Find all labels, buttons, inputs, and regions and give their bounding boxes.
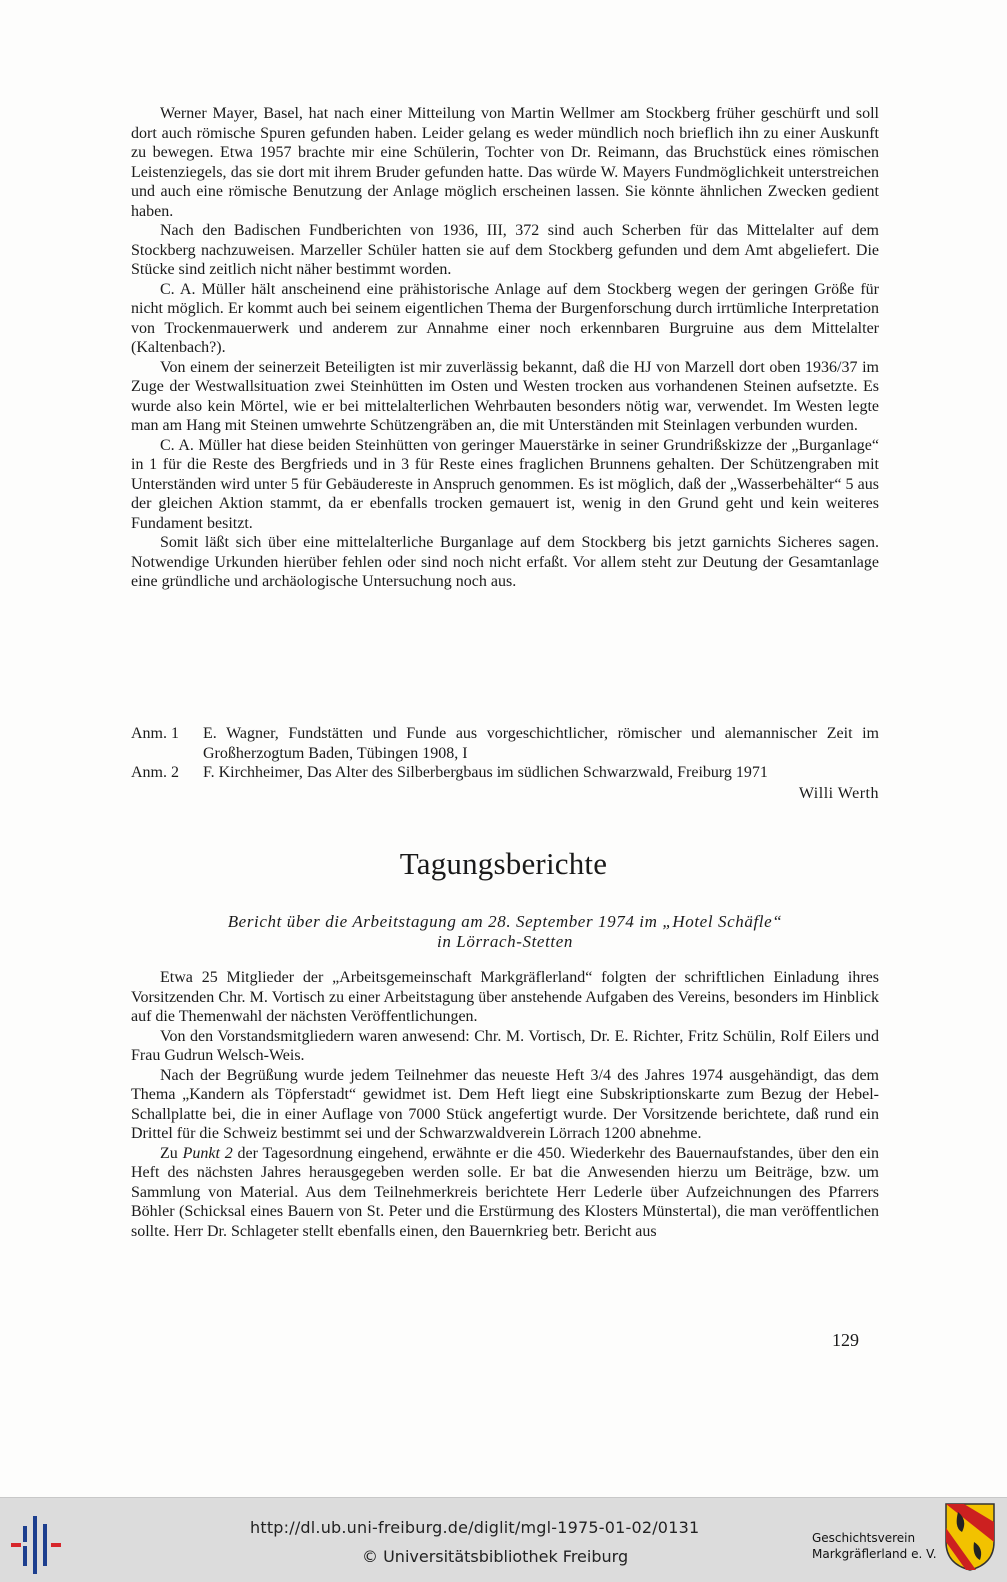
footnote xyxy=(131,724,879,763)
footnote-text: E. Wagner, Fundstätten und Funde aus vorgeschichtlicher, römischer und alemannischer Zeit im Großherzogtum Baden, Tübingen 1908, I xyxy=(203,725,879,762)
paragraph: Nach den Badischen Fundberichten von 1936, III, 372 sind auch Scherben für das Mittelalter auf dem Stockberg nachzuweisen. Marzeller Schüler hatten sie auf dem Stockberg gefunden und dem Amt abgeliefert. Die Stücke sind zeitlich nicht näher bestimmt worden. xyxy=(131,222,879,278)
permalink-url[interactable]: http://dl.ub.uni-freiburg.de/diglit/mgl-1975-01-02/0131 xyxy=(250,1518,700,1537)
coat-of-arms-icon xyxy=(944,1502,996,1572)
footnote-text: F. Kirchheimer, Das Alter des Silberbergbaus im südlichen Schwarzwald, Freiburg 1971 xyxy=(203,764,768,781)
paragraph xyxy=(131,1144,879,1242)
text-run: der Tagesordnung eingehend, erwähnte er die 450. Wiederkehr des Bauernaufstandes, über den ein Heft des nächsten Jahres herausgegeben werden solle. Er bat die Anwesenden hierzu um Beiträge, bzw. um Sammlung von Material. Aus dem Teilnehmerkreis berichtete Herr Lederle über Aufzeichnungen des Pfarrers Böhler (Schicksal eines Bauern von St. Peter und die Erstürmung des Klosters Münstertal), die man veröffentlichen sollte. Herr Dr. Schlageter stellt ebenfalls einen, den Bauernkrieg betr. Bericht aus xyxy=(131,1144,879,1240)
article-body xyxy=(131,104,879,592)
section-heading: Tagungsberichte xyxy=(399,846,608,881)
subtitle-line: in Lörrach-Stetten xyxy=(437,932,573,951)
page-number: 129 xyxy=(832,1330,859,1350)
library-logo-icon xyxy=(5,1516,65,1574)
publisher-name xyxy=(812,1530,937,1562)
paragraph: Werner Mayer, Basel, hat nach einer Mitteilung von Martin Wellmer am Stockberg früher geschürft und soll dort auch römische Spuren gefunden haben. Leider gelang es weder mündlich noch brieflich ihn zu einer Auskunft zu bewegen. Etwa 1957 brachte mir eine Schülerin, Tochter von Dr. Reimann, das Bruchstück eines römischen Leistenziegels, das sie dort mit ihrem Bruder gefunden hatte. Das würde W. Mayers Fundmöglichkeit unterstreichen und auch eine römische Benutzung der Anlage möglich erscheinen lassen. Sie könnte ähnlichen Zwecken gedient haben. xyxy=(131,105,879,220)
paragraph: Somit läßt sich über eine mittelalterliche Burganlage auf dem Stockberg bis jetzt garnichts Sicheres sagen. Notwendige Urkunden hierüber fehlen oder sind noch nicht erfaßt. Vor allem steht zur Deutung der Gesamtanlage eine gründliche und archäologische Untersuchung noch aus. xyxy=(131,534,879,590)
publisher-line: Geschichtsverein xyxy=(812,1531,916,1545)
text-run: Zu xyxy=(160,1144,183,1162)
footnotes xyxy=(131,724,879,803)
copyright-notice: © Universitätsbibliothek Freiburg xyxy=(362,1547,629,1566)
paragraph: C. A. Müller hält anscheinend eine prähistorische Anlage auf dem Stockberg wegen der geringen Größe für nicht möglich. Er kommt auch bei seinem eigentlichen Thema der Burgenforschung durch irrtümliche Interpretation von Trockenmauerwerk und anderem zur Annahme einer noch erkennbaren Burgruine aus dem Mittelalter (Kaltenbach?). xyxy=(131,280,879,356)
paragraph: Von einem der seinerzeit Beteiligten ist mir zuverlässig bekannt, daß die HJ von Marzell dort oben 1936/37 im Zuge der Westwallsituation zwei Steinhütten im Osten und Westen trocken aus vorhandenen Steinen aufsetzte. Es wurde also kein Mörtel, wie er bei mittelalterlichen Wehrbauten besonders nötig war, verwendet. Im Westen legte man am Hang mit Steinen umwehrte Schützengräben an, die mit Unterständen mit Steinlagen verbunden wurden. xyxy=(131,358,879,434)
author-signature: Willi Werth xyxy=(798,784,879,802)
italic-term: Punkt 2 xyxy=(182,1144,233,1162)
paragraph: C. A. Müller hat diese beiden Steinhütten von geringer Mauerstärke in seiner Grundrißskizze der „Burganlage“ in 1 für die Reste des Bergfrieds und in 3 für Reste eines fraglichen Brunnens gehalten. Der Schützengraben mit Unterständen wird unter 5 für Gebäudereste in Anspruch genommen. Es ist möglich, daß der „Wasserbehälter“ 5 aus der gleichen Aktion stammt, da er ebenfalls trocken gemauert ist, wenig in den Grund geht und kein weiteres Fundament besitzt. xyxy=(131,436,879,532)
report-body xyxy=(131,968,879,1241)
footnote-label: Anm. 1 xyxy=(131,725,179,742)
paragraph: Etwa 25 Mitglieder der „Arbeitsgemeinschaft Markgräflerland“ folgten der schriftlichen Einladung ihres Vorsitzenden Chr. M. Vortisch zu einer Arbeitstagung über anstehende Aufgaben des Vereins, besonders im Hinblick auf die Themenwahl der nächsten Veröffentlichungen. xyxy=(131,969,879,1025)
footnote xyxy=(131,763,879,783)
report-subtitle xyxy=(131,912,879,952)
publisher-line: Markgräflerland e. V. xyxy=(812,1547,937,1561)
subtitle-line: Bericht über die Arbeitstagung am 28. September 1974 im „Hotel Schäfle“ xyxy=(227,912,783,931)
paragraph: Von den Vorstandsmitgliedern waren anwesend: Chr. M. Vortisch, Dr. E. Richter, Fritz Schülin, Rolf Eilers und Frau Gudrun Welsch-Weis. xyxy=(131,1027,879,1064)
paragraph: Nach der Begrüßung wurde jedem Teilnehmer das neueste Heft 3/4 des Jahres 1974 ausgehändigt, das dem Thema „Kandern als Töpferstadt“ gewidmet ist. Dem Heft liegt eine Subskriptionskarte zum Bezug der Hebel-Schallplatte bei, die in einer Auflage von 7000 Stück angefertigt wurde. Der Vorsitzende berichtete, daß rund ein Drittel für die Schweiz bestimmt sei und der Schwarzwaldverein Lörrach 1200 abnehme. xyxy=(131,1066,879,1142)
footnote-label: Anm. 2 xyxy=(131,764,179,781)
viewer-footer-bar xyxy=(0,1497,1007,1582)
